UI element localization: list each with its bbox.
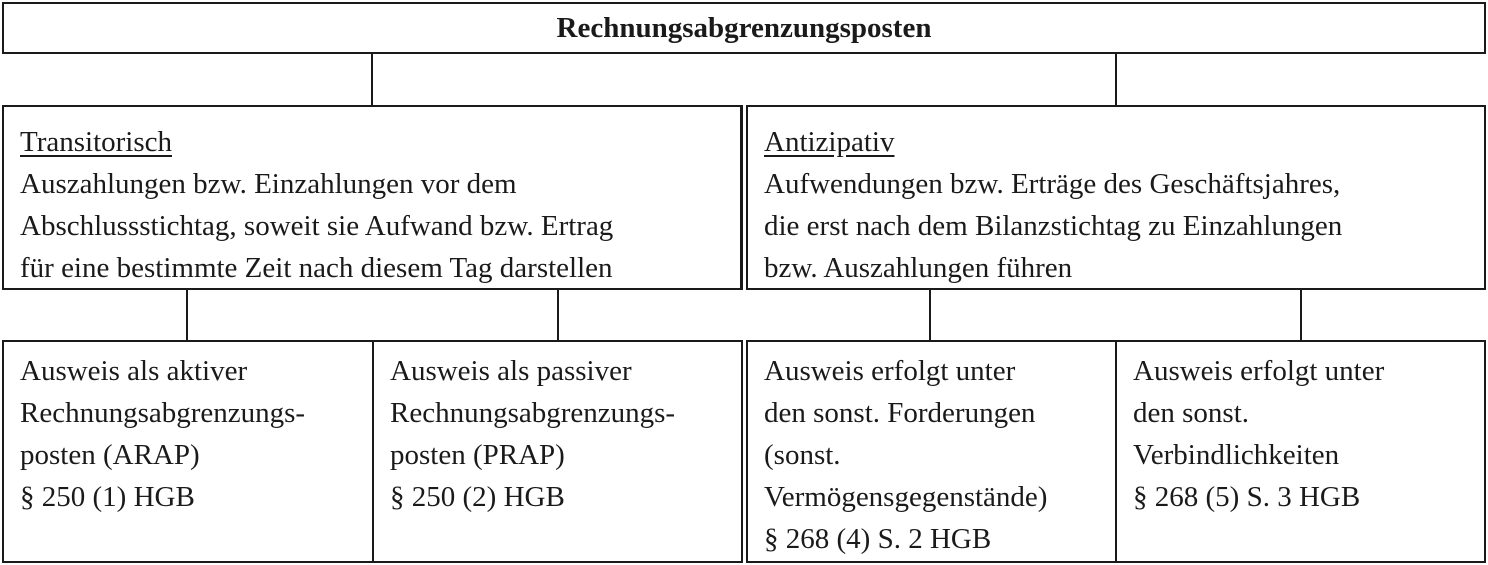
connector-antizipativ-forderungen <box>929 290 931 340</box>
connector-transitorisch-arap <box>186 290 188 340</box>
antizipativ-description: Aufwendungen bzw. Erträge des Geschäftsjahres, die erst nach dem Bilanzstichtag zu Einzahlungen bzw. Auszahlungen führen <box>764 168 1343 284</box>
antizipativ-heading: Antizipativ <box>764 126 895 158</box>
connector-transitorisch-prap <box>557 290 559 340</box>
prap-node <box>372 340 743 563</box>
antizipativ-node <box>746 105 1486 290</box>
transitorisch-node <box>2 105 743 290</box>
connector-title-transitorisch <box>371 54 373 105</box>
arap-text: Ausweis als aktiver Rechnungsabgrenzungs- posten (ARAP) § 250 (1) HGB <box>20 355 306 513</box>
diagram-title: Rechnungsabgrenzungsposten <box>556 11 932 44</box>
verbindlichkeiten-text: Ausweis erfolgt unter den sonst. Verbindlichkeiten § 268 (5) S. 3 HGB <box>1133 355 1385 513</box>
forderungen-text: Ausweis erfolgt unter den sonst. Forderungen (sonst. Vermögensgegenstände) § 268 (4) S. 2 HGB <box>764 355 1048 555</box>
connector-antizipativ-verbindlichkeiten <box>1300 290 1302 340</box>
root-node <box>2 2 1486 54</box>
forderungen-node <box>746 340 1117 563</box>
connector-title-antizipativ <box>1115 54 1117 105</box>
center-divider <box>740 105 742 290</box>
arap-node <box>2 340 374 563</box>
transitorisch-heading: Transitorisch <box>20 126 172 158</box>
prap-text: Ausweis als passiver Rechnungsabgrenzungs- posten (PRAP) § 250 (2) HGB <box>390 355 676 513</box>
transitorisch-description: Auszahlungen bzw. Einzahlungen vor dem Abschlussstichtag, soweit sie Aufwand bzw. Ertrag für eine bestimmte Zeit nach diesem Tag darstellen <box>20 168 614 284</box>
verbindlichkeiten-node <box>1115 340 1486 563</box>
